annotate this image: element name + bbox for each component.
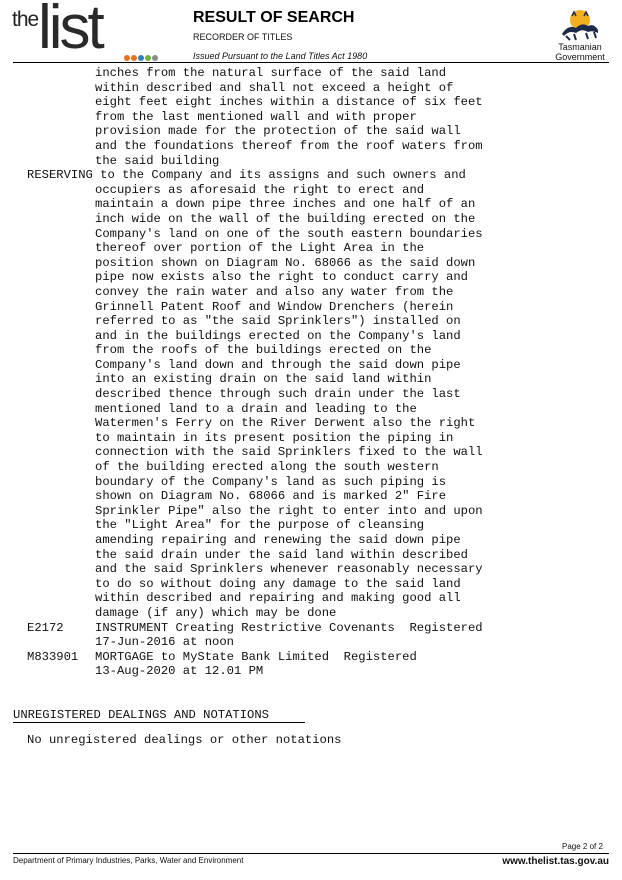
reserving-clause — [27, 183, 607, 621]
logo-dot — [124, 55, 130, 61]
unregistered-section-title: UNREGISTERED DEALINGS AND NOTATIONS — [13, 708, 269, 722]
dealing-code: M833901 — [27, 649, 79, 664]
text-line: occupiers as aforesaid the right to erect and — [95, 182, 425, 197]
text-line: thereof over portion of the Light Area in the — [95, 241, 425, 256]
text-line: shown on Diagram No. 68066 and is marked 2" Fire — [95, 489, 447, 504]
issued-under-act: Issued Pursuant to the Land Titles Act 1980 — [193, 51, 368, 61]
text-line: of the building erected along the south western — [95, 460, 439, 475]
dealing-description: MORTGAGE to MyState Bank Limited Registered — [95, 649, 417, 664]
text-line: and the said Sprinklers whenever reasonably necessary — [95, 562, 483, 577]
department-name: Department of Primary Industries, Parks, Water and Environment — [13, 856, 244, 865]
reserving-first-line: RESERVING to the Company and its assigns and such owners and — [27, 168, 466, 183]
page-subtitle: RECORDER OF TITLES — [193, 32, 293, 42]
text-line: position shown on Diagram No. 68066 as the said down — [95, 255, 476, 270]
tasmanian-government-logo — [548, 8, 612, 62]
logo-dot — [152, 55, 158, 61]
text-line: the "Light Area" for the purpose of cleansing — [95, 518, 425, 533]
footer-divider — [13, 853, 609, 854]
dealing-date: 13-Aug-2020 at 12.01 PM — [95, 664, 264, 679]
page-number: Page 2 of 2 — [562, 842, 603, 851]
dealing-description: INSTRUMENT Creating Restrictive Covenants Registered — [95, 620, 483, 635]
text-line: and in the buildings erected on the Company's land — [95, 328, 461, 343]
text-line: convey the rain water and also any water from the — [95, 284, 454, 299]
text-line: the said building — [95, 153, 220, 168]
logo-dots — [124, 55, 158, 61]
text-line: inches from the natural surface of the said land — [95, 66, 447, 80]
text-line: from the last mentioned wall and with proper — [95, 109, 417, 124]
gov-name-line2: Government — [555, 52, 605, 62]
text-line: mentioned land to a drain and leading to the — [95, 401, 417, 416]
text-line: the said drain under the said land within described — [95, 547, 468, 562]
logo-dot — [131, 55, 137, 61]
text-line: inch wide on the wall of the building erected on the — [95, 211, 476, 226]
unregistered-notations-text: No unregistered dealings or other notations — [27, 733, 342, 747]
thelist-logo — [12, 0, 152, 62]
text-line: connection with the said Sprinklers fixed to the wall — [95, 445, 483, 460]
text-line: boundary of the Company's land as such piping is — [95, 474, 447, 489]
dealing-date: 17-Jun-2016 at noon — [95, 635, 234, 650]
logo-dot — [138, 55, 144, 61]
text-line: Watermen's Ferry on the River Derwent also the right — [95, 416, 476, 431]
dealing-entry — [27, 650, 607, 665]
text-line: within described and shall not exceed a height of — [95, 80, 454, 95]
logo-the-text: the — [12, 8, 39, 31]
text-line: from the roofs of the buildings erected on the — [95, 343, 432, 358]
continued-easement-text — [27, 66, 607, 168]
tasmanian-tiger-icon — [558, 8, 602, 42]
page-title: RESULT OF SEARCH — [193, 9, 355, 26]
text-line: within described and repairing and making good all — [95, 591, 461, 606]
search-result-text — [27, 66, 607, 679]
text-line: and the foundations thereof from the roof waters from — [95, 138, 483, 153]
gov-name-line1: Tasmanian — [558, 42, 602, 52]
dealing-code: E2172 — [27, 620, 64, 635]
text-line: Company's land down and through the said down pipe — [95, 357, 461, 372]
text-line: maintain a down pipe three inches and one half of an — [95, 197, 476, 212]
text-line: Grinnell Patent Roof and Window Drenchers (herein — [95, 299, 454, 314]
section-underline — [13, 722, 305, 723]
text-line: damage (if any) which may be done — [95, 605, 337, 620]
text-line: referred to as "the said Sprinklers") installed on — [95, 314, 461, 329]
text-line: provision made for the protection of the said wall — [95, 124, 461, 139]
header-divider — [13, 62, 609, 63]
website-link[interactable]: www.thelist.tas.gov.au — [502, 856, 609, 867]
logo-dot — [145, 55, 151, 61]
text-line: amending repairing and renewing the said down pipe — [95, 533, 461, 547]
dealing-entries — [27, 621, 607, 679]
logo-list-text: list — [38, 0, 102, 62]
text-line: Sprinkler Pipe" also the right to enter into and upon — [95, 503, 483, 518]
text-line: eight feet eight inches within a distance of six feet — [95, 95, 483, 110]
text-line: to do so without doing any damage to the said land — [95, 576, 461, 591]
text-line: described thence through such drain under the last — [95, 387, 461, 402]
text-line: pipe now exists also the right to conduct carry and — [95, 270, 468, 285]
text-line: to maintain in its present position the piping in — [95, 430, 454, 445]
dealing-entry — [27, 621, 607, 636]
text-line: into an existing drain on the said land within — [95, 372, 432, 387]
text-line: Company's land on one of the south eastern boundaries — [95, 226, 483, 241]
